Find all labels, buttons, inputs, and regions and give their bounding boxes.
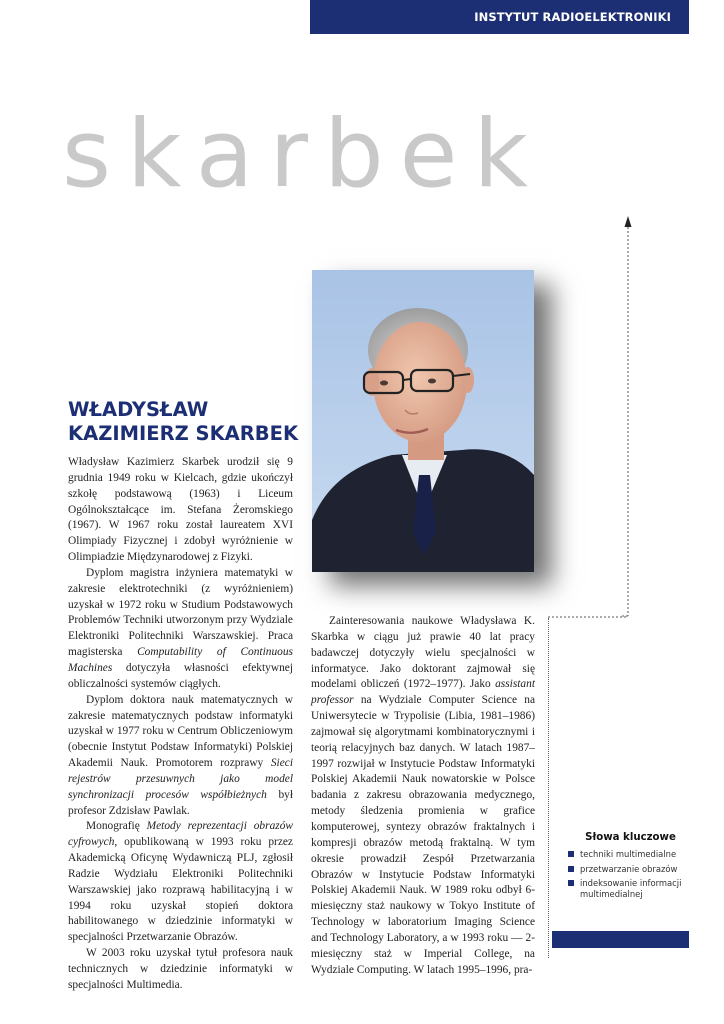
- keyword-item: [568, 849, 693, 860]
- keyword-item: [568, 864, 693, 875]
- biography-column-middle: [311, 614, 535, 978]
- surname-display: skarbek: [62, 100, 544, 209]
- thesis-title: Computability of Continuous Machines: [68, 646, 293, 674]
- bio-paragraph: Władysław Kazimierz Skarbek urodził się 9 grudnia 1949 roku w Kielcach, gdzie ukończył szkołę podstawową (1963) i Liceum Ogólnokształcące im. Stefana Żeromskiego (1967). W 1967 roku został laureatem XVI Olimpiady Fizycznej i zdobył wyróżnienie w Olimpiadzie Międzynarodowej z Fizyki.: [68, 456, 293, 564]
- bottom-accent-bar: [552, 931, 689, 948]
- text-run: Monografię: [86, 820, 147, 833]
- dotted-connector: [548, 616, 630, 620]
- keyword-text: indeksowanie informacji multimedialnej: [580, 878, 682, 899]
- text-run: dotyczyła własności efektywnej obliczalności systemów ciągłych.: [68, 661, 293, 690]
- keywords-box: [568, 832, 693, 903]
- bio-paragraph: [68, 819, 293, 946]
- square-bullet-icon: [568, 866, 574, 872]
- name-line-1: WŁADYSŁAW: [68, 398, 209, 421]
- keywords-list: [568, 849, 693, 899]
- text-run: był profesor Zdzisław Pawlak.: [68, 788, 293, 817]
- text-run: Dyplom doktora nauk matematycznych w zakresie matematycznych podstaw informatyki uzyskał w 1977 roku w Centrum Obliczeniowym (obecnie Instytut Podstaw Informatyki) Polskiej Akademii Nauk. Promotorem rozprawy: [68, 693, 293, 770]
- dotted-divider: [548, 618, 549, 958]
- keyword-text: techniki multimedialne: [580, 849, 677, 859]
- monograph-title: Metody reprezentacji obrazów cyfrowych: [68, 820, 293, 849]
- institute-name: INSTYTUT RADIOELEKTRONIKI: [474, 10, 671, 24]
- header-bar: [310, 0, 689, 34]
- keywords-title: Słowa kluczowe: [585, 832, 676, 843]
- text-run: na Wydziale Computer Science na Uniwersytecie w Trypolisie (Libia, 1981–1986) zajmował się algorytmami kombinatorycznymi i teorią relacyjnych baz danych. W latach 1987–1997 rozwijał w Instytucie Podstaw Informatyki Polskiej Akademii Nauk nowatorskie w Polsce badania z zakresu obrazowania medycznego, metody śledzenia promienia w grafice komputerowej, syntezy obrazów fraktalnych i kompresji obrazów metodą fraktalną. W tym okresie prowadził Zespół Przetwarzania Obrazów w Instytucie Podstaw Informatyki Polskiej Akademii Nauk. W 1989 roku odbył 6-miesięczny staż naukowy w Tokyo Institute of Technology w laboratorium Imaging Science and Technology Laboratory, a w 1993 roku — 2-miesięczny staż w Imperial College, na Wydziale Computing. W latach 1995–1996, pra-: [311, 694, 535, 976]
- person-name-heading: [68, 398, 308, 446]
- bio-paragraph: [68, 566, 293, 693]
- position-title: assistant professor: [311, 678, 535, 707]
- keyword-text: przetwarzanie obrazów: [580, 863, 678, 874]
- portrait-photo: [312, 270, 534, 572]
- square-bullet-icon: [568, 880, 574, 886]
- bio-paragraph: W 2003 roku uzyskał tytuł profesora nauk technicznych w dziedzinie informatyki w specjalności Multimedia.: [68, 947, 293, 991]
- square-bullet-icon: [568, 851, 574, 857]
- dotted-arrow-icon: [620, 216, 640, 626]
- text-run: Dyplom magistra inżyniera matematyki w zakresie elektrotechniki (z wyróżnieniem) uzyskał w 1972 roku w Studium Podstawowych Problemów Techniki utworzonym przy Wydziale Elektroniki Politechniki Warszawskiej. Praca magisterska: [68, 566, 293, 659]
- text-run: , opublikowaną w 1993 roku przez Akademicką Oficynę Wydawniczą PLJ, zgłosił Radzie Wydziału Elektroniki Politechniki Warszawskiej jako rozprawą habilitacyjną i w 1994 roku uzyskał stopień doktora habilitowanego w dziedzinie informatyki w specjalności Przetwarzanie Obrazów.: [68, 836, 293, 944]
- bio-paragraph: [68, 693, 293, 820]
- keyword-item: [568, 878, 693, 899]
- name-line-2: KAZIMIERZ SKARBEK: [68, 422, 299, 445]
- text-run: Zainteresowania naukowe Władysława K. Skarbka w ciągu już prawie 40 lat pracy badawczej dotyczyły wielu specjalności w informatyce. Jako doktorant zajmował się modelami obliczeń (1972–1977). Jako: [311, 615, 535, 691]
- bio-paragraph: [311, 614, 535, 978]
- dissertation-title: Sieci rejestrów przesuwnych jako model synchronizacji procesów współbieżnych: [68, 757, 293, 801]
- biography-column-left: [68, 455, 293, 994]
